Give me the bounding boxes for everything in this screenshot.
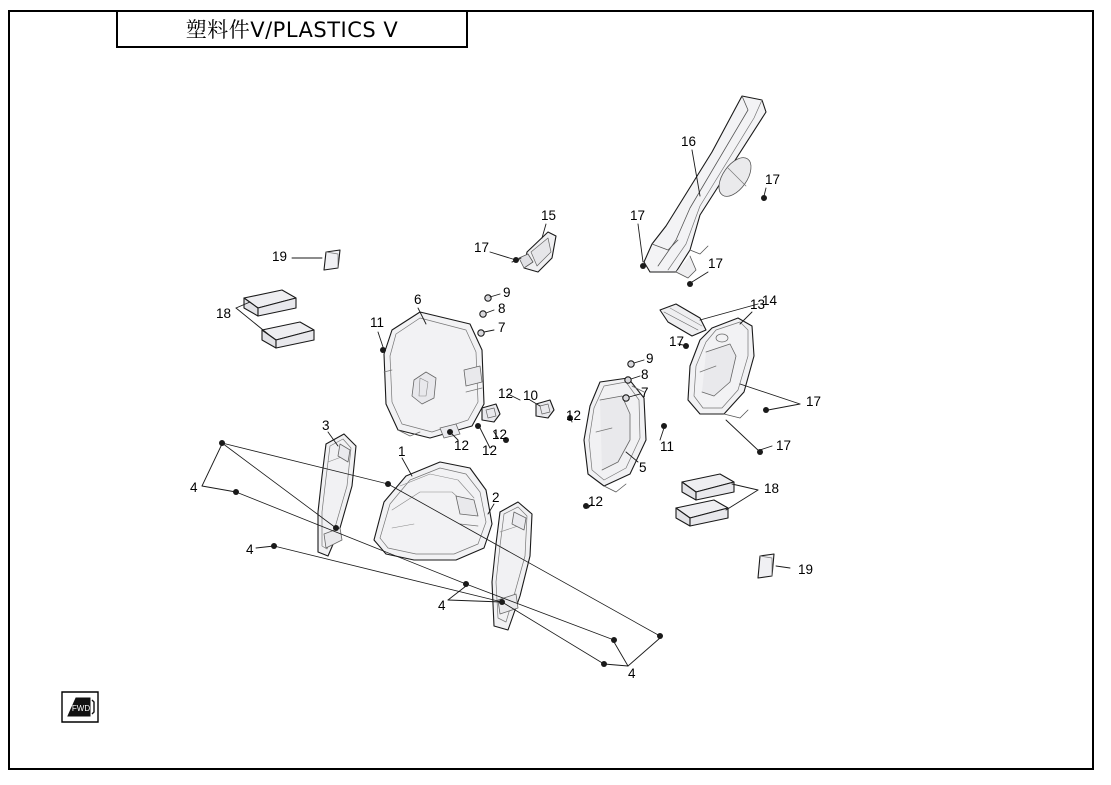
callout-1: 1 [398,444,406,459]
fasteners-left [478,295,491,336]
callout-18-left: 18 [216,306,232,321]
callout-7-left: 7 [498,320,506,335]
fwd-label: FWD [71,704,91,713]
callout-17-b: 17 [765,172,781,187]
callout-4-d: 4 [628,666,636,681]
callout-17-d: 17 [708,256,724,271]
callout-14: 14 [762,293,778,308]
callout-4-c: 4 [438,598,446,613]
part-1 [374,462,492,560]
callout-19-left: 19 [272,249,288,264]
part-19-left [324,250,340,270]
callout-17-f: 17 [806,394,822,409]
part-16 [644,96,766,278]
callout-17-a: 17 [474,240,490,255]
title-box [116,10,468,48]
part-6 [384,312,484,438]
callout-8-left: 8 [498,301,506,316]
callout-10: 10 [523,388,539,403]
callout-12-b: 12 [566,408,582,423]
callout-9-left: 9 [503,285,511,300]
callout-12-a: 12 [498,386,514,401]
callout-7-right: 7 [641,385,649,400]
callout-16: 16 [681,134,697,149]
callout-17-c: 17 [630,208,646,223]
callout-2: 2 [492,490,500,505]
callout-11-left: 11 [370,315,385,330]
callout-4-a: 4 [190,480,198,495]
page-title: 塑料件Ⅴ/PLASTICS Ⅴ [185,18,399,42]
callout-12-f: 12 [588,494,604,509]
callout-17-e: 17 [669,334,685,349]
part-15 [512,232,556,272]
fwd-orientation-marker [58,688,102,726]
callout-3: 3 [322,418,330,433]
callout-12-e: 12 [482,443,498,458]
callout-13: 13 [750,297,766,312]
callout-19-right: 19 [798,562,814,577]
part-18-right [676,474,734,526]
callout-5: 5 [639,460,647,475]
callout-17-g: 17 [776,438,792,453]
part-2 [492,502,532,630]
part-14 [660,304,706,336]
callout-4-b: 4 [246,542,254,557]
part-19-right [758,554,774,578]
callout-8-right: 8 [641,367,649,382]
callout-6: 6 [414,292,422,307]
callout-15: 15 [541,208,557,223]
part-10 [482,400,554,422]
callout-12-c: 12 [454,438,470,453]
callout-18-right: 18 [764,481,780,496]
callout-11-right: 11 [660,439,675,454]
callout-9-right: 9 [646,351,654,366]
callout-12-d: 12 [492,427,508,442]
part-18-left [244,290,314,348]
